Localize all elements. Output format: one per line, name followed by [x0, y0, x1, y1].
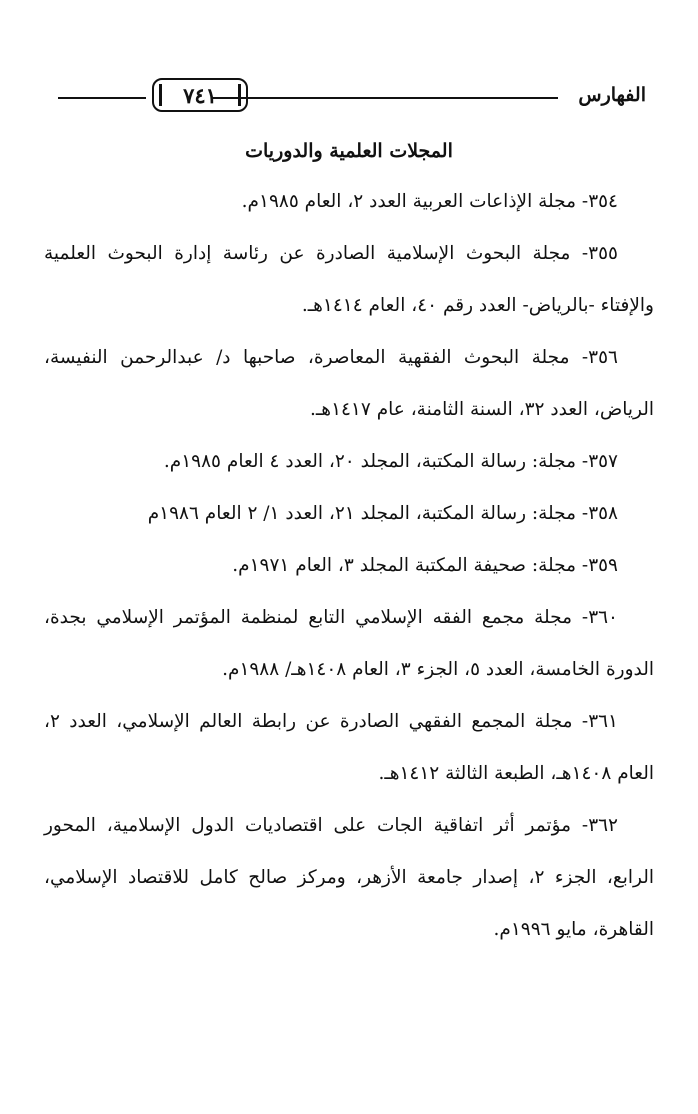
entry-number: ٣٦٠- — [581, 607, 618, 628]
entry-text: مجلة: رسالة المكتبة، المجلد ٢١، العدد ١/ ٢ العام ١٩٨٦م — [147, 503, 577, 524]
list-item — [44, 228, 654, 332]
entry-number: ٣٦١- — [581, 711, 618, 732]
entry-text: مجلة المجمع الفقهي الصادرة عن رابطة العالم الإسلامي، العدد ٢، العام ١٤٠٨هـ، الطبعة الثالثة ١٤١٢هـ. — [44, 711, 654, 784]
entries-list — [44, 176, 654, 956]
running-title: الفهارس — [578, 84, 646, 106]
section-heading: المجلات العلمية والدوريات — [245, 140, 453, 162]
list-item — [44, 800, 654, 956]
entry-number: ٣٥٦- — [581, 347, 618, 368]
entry-number: ٣٥٤- — [581, 191, 618, 212]
entry-text: مجلة: صحيفة المكتبة المجلد ٣، العام ١٩٧١م. — [232, 555, 577, 576]
entry-text: مجلة البحوث الإسلامية الصادرة عن رئاسة إدارة البحوث العلمية والإفتاء -بالرياض- العدد رقم ٤٠، العام ١٤١٤هـ. — [44, 243, 654, 316]
header-rule-right — [213, 97, 558, 99]
list-item — [44, 176, 654, 228]
entry-text: مجلة مجمع الفقه الإسلامي التابع لمنظمة المؤتمر الإسلامي بجدة، الدورة الخامسة، العدد ٥، الجزء ٣، العام ١٤٠٨هـ/ ١٩٨٨م. — [44, 607, 654, 680]
list-item — [44, 488, 654, 540]
list-item — [44, 436, 654, 488]
page-number: ٧٤١ — [152, 78, 248, 112]
entry-number: ٣٦٢- — [581, 815, 618, 836]
entry-number: ٣٥٧- — [581, 451, 618, 472]
entry-number: ٣٥٥- — [581, 243, 618, 264]
list-item — [44, 696, 654, 800]
header-rule-left — [58, 97, 146, 99]
entry-number: ٣٥٨- — [581, 503, 618, 524]
entry-text: مجلة الإذاعات العربية العدد ٢، العام ١٩٨٥م. — [241, 191, 577, 212]
list-item — [44, 332, 654, 436]
list-item — [44, 592, 654, 696]
entry-text: مجلة: رسالة المكتبة، المجلد ٢٠، العدد ٤ العام ١٩٨٥م. — [163, 451, 577, 472]
entry-text: مؤتمر أثر اتفاقية الجات على اقتصاديات الدول الإسلامية، المحور الرابع، الجزء ٢، إصدار جامعة الأزهر، ومركز صالح كامل للاقتصاد الإسلامي، القاهرة، مايو ١٩٩٦م. — [44, 815, 654, 940]
entry-text: مجلة البحوث الفقهية المعاصرة، صاحبها د/ عبدالرحمن النفيسة، الرياض، العدد ٣٢، السنة الثامنة، عام ١٤١٧هـ. — [44, 347, 654, 420]
entry-number: ٣٥٩- — [581, 555, 618, 576]
page-header — [52, 78, 646, 118]
list-item — [44, 540, 654, 592]
